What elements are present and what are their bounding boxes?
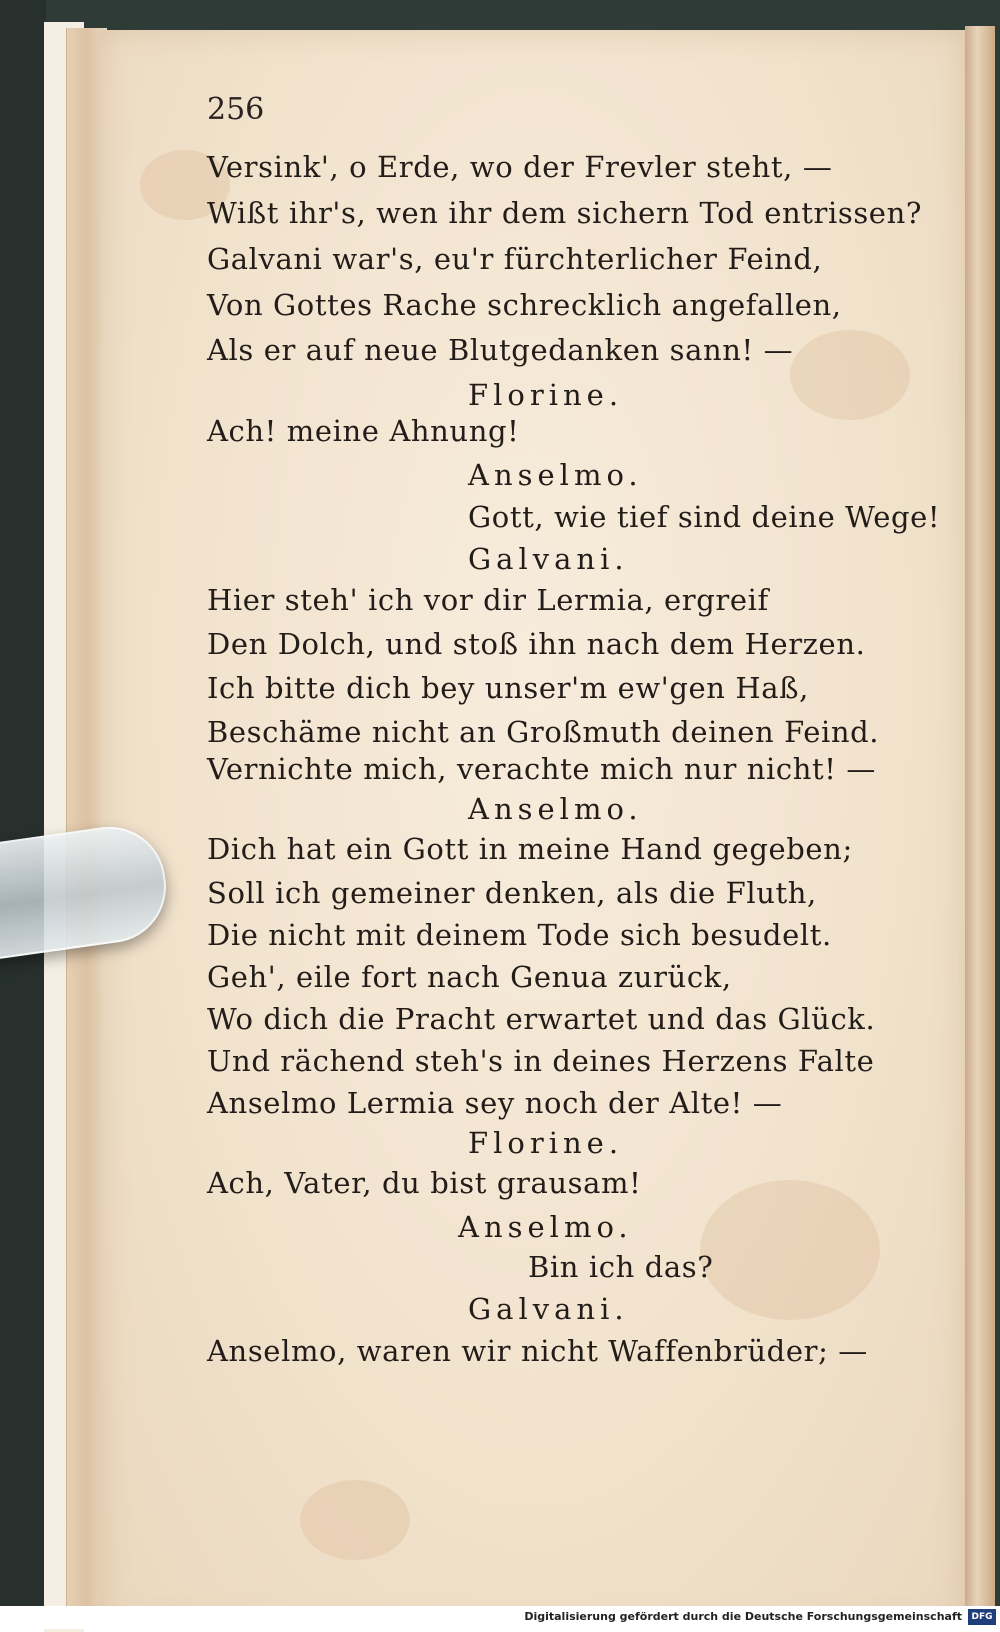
speaker-name: Florine. [468, 1126, 624, 1160]
verse-line: Von Gottes Rache schrecklich angefallen, [207, 288, 842, 322]
verse-line: Beschäme nicht an Großmuth deinen Feind. [207, 715, 880, 749]
page-number: 256 [207, 92, 265, 127]
verse-line: Anselmo Lermia sey noch der Alte! — [207, 1086, 783, 1120]
verse-line: Bin ich das? [528, 1250, 714, 1284]
stain [790, 330, 910, 420]
verse-line: Geh', eile fort nach Genua zurück, [207, 960, 732, 994]
verse-line: Die nicht mit deinem Tode sich besudelt. [207, 918, 832, 952]
verse-line: Wißt ihr's, wen ihr dem sichern Tod entrissen? [207, 196, 922, 230]
verse-line: Soll ich gemeiner denken, als die Fluth, [207, 876, 817, 910]
verse-line: Gott, wie tief sind deine Wege! [468, 500, 941, 534]
footer-credit: Digitalisierung gefördert durch die Deutsche Forschungsgemeinschaft [524, 1610, 962, 1623]
verse-line: Und rächend steh's in deines Herzens Falte [207, 1044, 875, 1078]
speaker-name: Galvani. [468, 542, 629, 576]
verse-line: Ach, Vater, du bist grausam! [207, 1166, 642, 1200]
verse-line: Als er auf neue Blutgedanken sann! — [207, 333, 794, 367]
footer-bar [0, 1606, 1000, 1629]
verse-line: Ich bitte dich bey unser'm ew'gen Haß, [207, 671, 809, 705]
verse-line: Hier steh' ich vor dir Lermia, ergreif [207, 583, 769, 617]
dark-margin [0, 0, 46, 1629]
stain [700, 1180, 880, 1320]
verse-line: Ach! meine Ahnung! [207, 414, 520, 448]
verse-line: Wo dich die Pracht erwartet und das Glück. [207, 1002, 876, 1036]
verse-line: Dich hat ein Gott in meine Hand gegeben; [207, 832, 853, 866]
speaker-name: Anselmo. [468, 458, 643, 492]
speaker-name: Galvani. [468, 1292, 629, 1326]
verse-line: Anselmo, waren wir nicht Waffenbrüder; — [207, 1334, 868, 1368]
verse-line: Versink', o Erde, wo der Frevler steht, — [207, 150, 833, 184]
right-page-edge [965, 26, 995, 1626]
stain [300, 1480, 410, 1560]
verse-line: Den Dolch, und stoß ihn nach dem Herzen. [207, 627, 866, 661]
verse-line: Galvani war's, eu'r fürchterlicher Feind, [207, 242, 823, 276]
verse-line: Vernichte mich, verachte mich nur nicht! — [207, 752, 876, 786]
speaker-name: Anselmo. [468, 792, 643, 826]
dfg-logo: DFG [968, 1609, 996, 1625]
speaker-name: Florine. [468, 378, 624, 412]
speaker-name: Anselmo. [458, 1210, 633, 1244]
